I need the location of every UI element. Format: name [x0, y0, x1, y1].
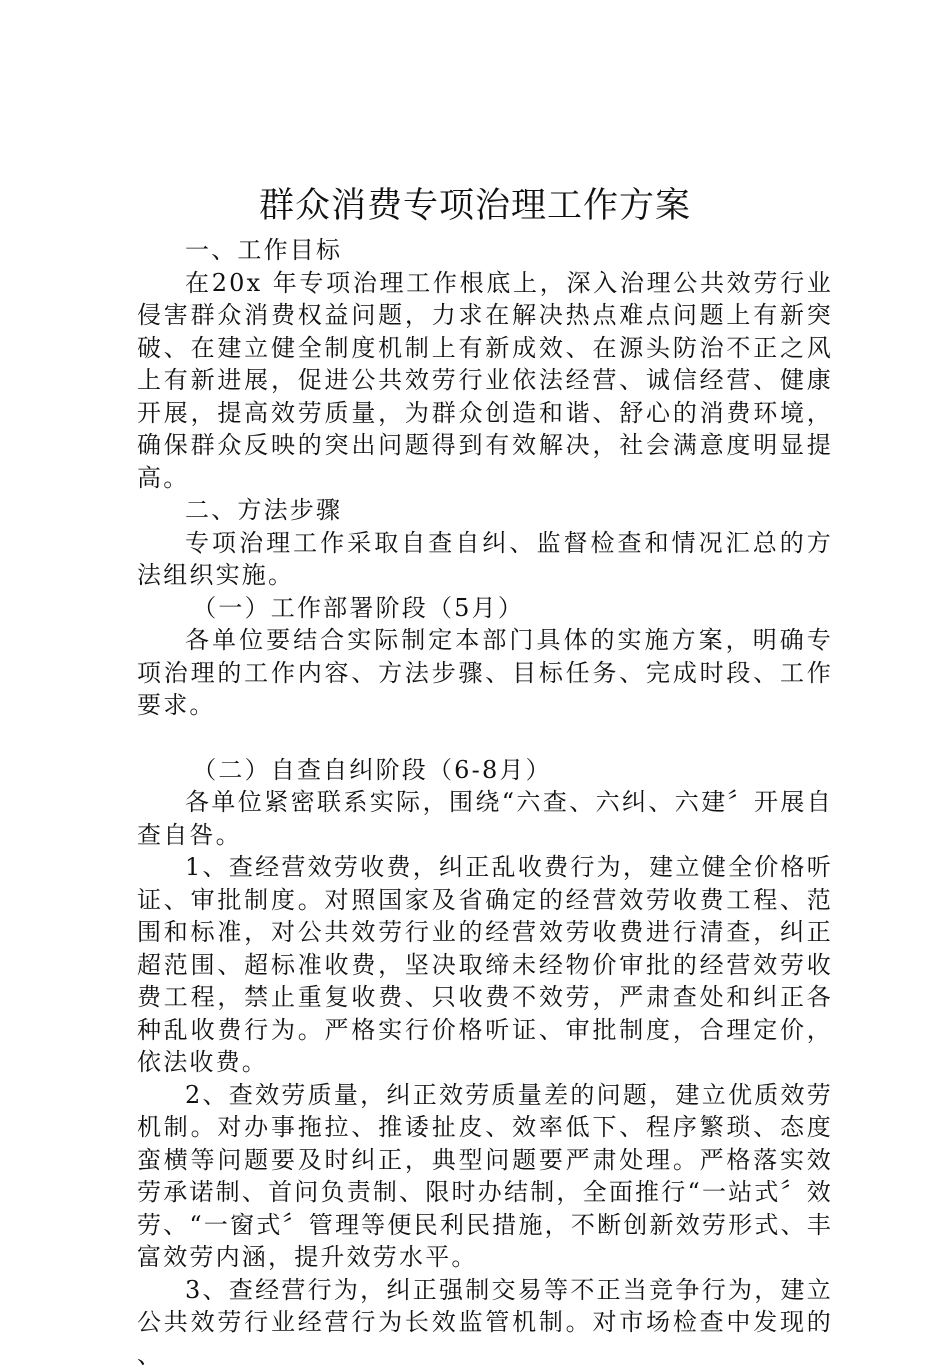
paragraph-item-3: 3、查经营行为，纠正强制交易等不正当竞争行为，建立公共效劳行业经营行为长效监管机制。对市场检查中发现的、 — [137, 1274, 833, 1371]
paragraph-goals: 在20x 年专项治理工作根底上，深入治理公共效劳行业侵害群众消费权益问题，力求在解决热点难点问题上有新突破、在建立健全制度机制上有新成效、在源头防治不正之风上有新进展，促进公共效劳行业依法经营、诚信经营、健康开展，提高效劳质量，为群众创造和谐、舒心的消费环境，确保群众反映的突出问题得到有效解决，社会满意度明显提高。 — [137, 267, 833, 495]
document-body — [137, 234, 833, 1371]
subheading-deployment-stage: （一）工作部署阶段（5月） — [137, 592, 833, 625]
subheading-self-check-stage: （二）自查自纠阶段（6-8月） — [137, 754, 833, 787]
paragraph-self-check-stage: 各单位紧密联系实际，围绕“六查、六纠、六建〞开展自查自咎。 — [137, 786, 833, 851]
section-heading-goals: 一、工作目标 — [137, 234, 833, 267]
paragraph-item-2: 2、查效劳质量，纠正效劳质量差的问题，建立优质效劳机制。对办事拖拉、推诿扯皮、效率低下、程序繁琐、态度蛮横等问题要及时纠正，典型问题要严肃处理。严格落实效劳承诺制、首问负责制、限时办结制，全面推行“一站式〞效劳、“一窗式〞管理等便民利民措施，不断创新效劳形式、丰富效劳内涵，提升效劳水平。 — [137, 1079, 833, 1274]
paragraph-item-1: 1、查经营效劳收费，纠正乱收费行为，建立健全价格听证、审批制度。对照国家及省确定的经营效劳收费工程、范围和标准，对公共效劳行业的经营效劳收费进行清查，纠正超范围、超标准收费，坚决取缔未经物价审批的经营效劳收费工程，禁止重复收费、只收费不效劳，严肃查处和纠正各种乱收费行为。严格实行价格听证、审批制度，合理定价，依法收费。 — [137, 851, 833, 1079]
paragraph-methods: 专项治理工作采取自查自纠、监督检查和情况汇总的方法组织实施。 — [137, 527, 833, 592]
paragraph-deployment-stage: 各单位要结合实际制定本部门具体的实施方案，明确专项治理的工作内容、方法步骤、目标任务、完成时段、工作要求。 — [137, 624, 833, 722]
page-title: 群众消费专项治理工作方案 — [0, 184, 950, 228]
section-heading-methods: 二、方法步骤 — [137, 494, 833, 527]
